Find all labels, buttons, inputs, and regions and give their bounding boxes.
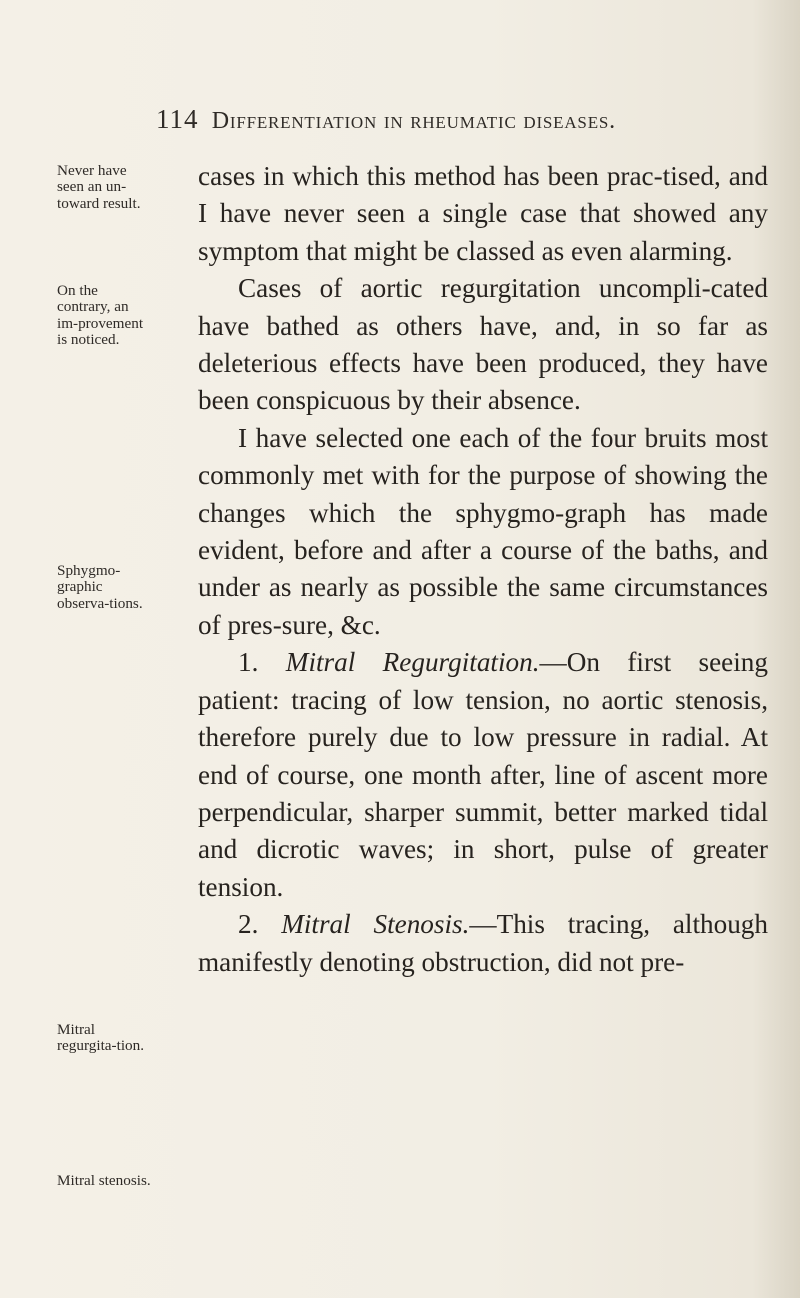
margin-note-sphygmographic: Sphygmo-graphic observa-tions. bbox=[57, 562, 143, 612]
section-number-1: 1. bbox=[238, 647, 259, 678]
page-number: 114 bbox=[156, 104, 199, 134]
section-heading-mitral-regurgitation: Mitral Regurgitation. bbox=[285, 647, 540, 678]
paragraph-3: I have selected one each of the four bruits most commonly met with for the purpose of showing the changes which the sphygmo-graph has made evident, before and after a course of the baths, and under as nearly as possible the same circumstances of pres-sure, &c. bbox=[198, 422, 768, 640]
body-text bbox=[198, 158, 768, 981]
margin-note-never-untoward: Never have seen an un-toward result. bbox=[57, 162, 141, 212]
paragraph-4 bbox=[198, 644, 768, 906]
margin-note-improvement: On the contrary, an im-provement is noticed. bbox=[57, 282, 144, 349]
section-heading-mitral-stenosis: Mitral Stenosis. bbox=[281, 909, 470, 940]
margin-note-mitral-regurgitation: Mitral regurgita-tion. bbox=[57, 1021, 145, 1055]
paragraph-2: Cases of aortic regurgitation uncompli-cated have bathed as others have, and, in so far as deleterious effects have been produced, they have been conspicuous by their absence. bbox=[198, 273, 768, 416]
paragraph-5 bbox=[198, 906, 768, 981]
section-text-mitral-regurgitation: —On first seeing patient: tracing of low tension, no aortic stenosis, therefore purely due to low pressure in radial. At end of course, one month after, line of ascent more perpendicular, sharper summit, better marked tidal and dicrotic waves; in short, pulse of greater tension. bbox=[198, 647, 768, 902]
paragraph-1: cases in which this method has been prac-tised, and I have never seen a single case that showed any symptom that might be classed as even alarming. bbox=[198, 161, 768, 266]
running-title: Differentiation in rheumatic diseases. bbox=[211, 108, 616, 134]
running-head bbox=[156, 104, 766, 135]
section-number-2: 2. bbox=[238, 909, 259, 940]
margin-note-mitral-stenosis: Mitral stenosis. bbox=[57, 1172, 151, 1189]
section-text-mitral-stenosis: —This tracing, although manifestly denoting obstruction, did not pre- bbox=[198, 909, 768, 977]
